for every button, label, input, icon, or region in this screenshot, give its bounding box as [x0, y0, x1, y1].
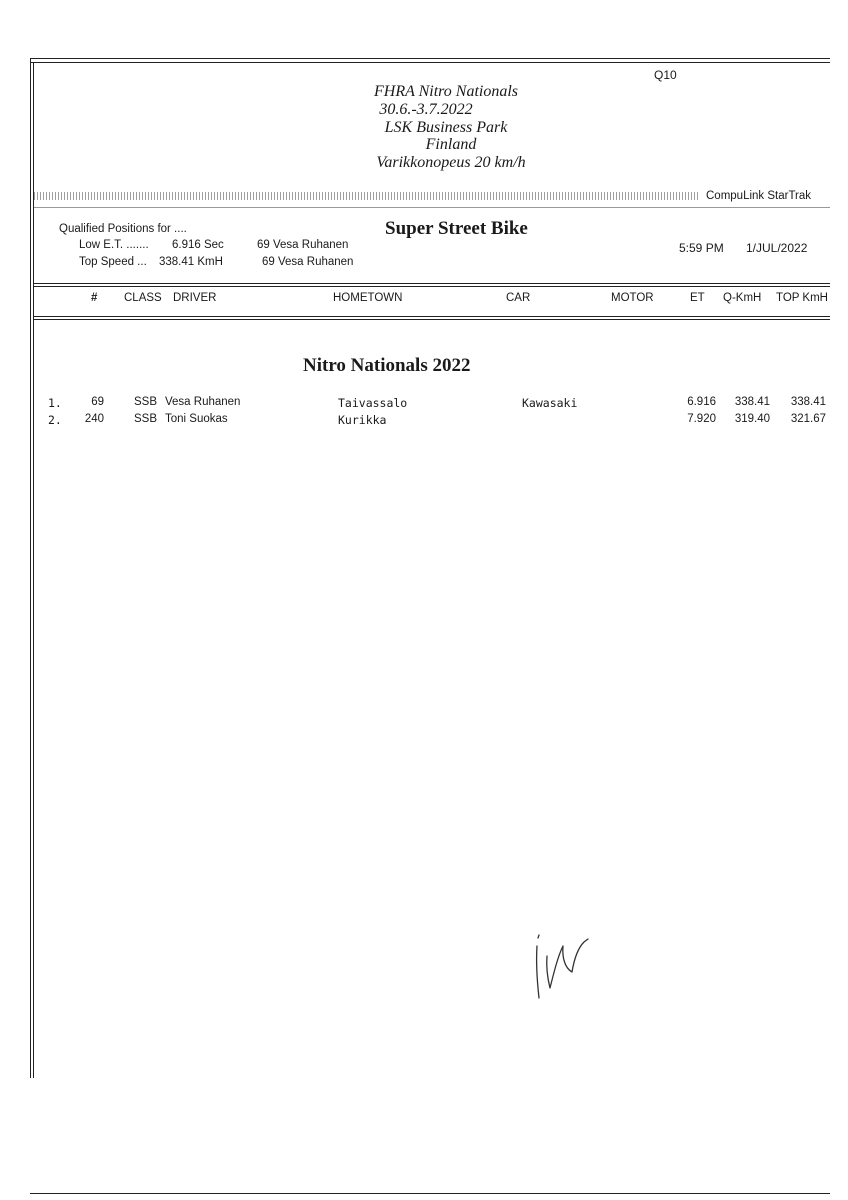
system-label: CompuLink StarTrak	[706, 190, 812, 202]
low-et-value: 6.916 Sec	[172, 239, 224, 251]
row-hometown: Kurikka	[338, 413, 387, 427]
columns-top-rule-2	[34, 286, 830, 287]
header-divider	[34, 207, 830, 208]
col-qkmh: Q-KmH	[723, 292, 762, 304]
row-driver: Toni Suokas	[165, 413, 228, 425]
event-country: Finland	[425, 136, 477, 153]
row-topkmh: 321.67	[790, 413, 826, 425]
top-speed-driver: 69 Vesa Ruhanen	[262, 256, 354, 268]
top-border-inner	[30, 62, 830, 63]
event-venue: LSK Business Park	[384, 119, 508, 136]
report-time: 5:59 PM	[679, 241, 724, 255]
left-border-inner	[33, 62, 34, 1078]
col-motor: MOTOR	[611, 292, 654, 304]
event-dates: 30.6.-3.7.2022	[379, 101, 473, 118]
row-topkmh: 338.41	[790, 396, 826, 408]
columns-bottom-rule-2	[34, 319, 830, 320]
top-speed-value: 338.41 KmH	[159, 256, 223, 268]
row-car: Kawasaki	[522, 396, 578, 410]
row-qkmh: 338.41	[734, 396, 770, 408]
row-driver: Vesa Ruhanen	[165, 396, 241, 408]
col-et: ET	[690, 292, 705, 304]
row-class: SSB	[134, 413, 158, 425]
row-position: 1.	[48, 396, 62, 410]
top-speed-label: Top Speed ...	[79, 256, 147, 268]
row-hometown: Taivassalo	[338, 396, 408, 410]
section-title: Nitro Nationals 2022	[303, 355, 471, 376]
col-driver: DRIVER	[173, 292, 217, 304]
dotted-band	[34, 192, 698, 200]
event-pit-speed: Varikkonopeus 20 km/h	[376, 154, 526, 171]
col-topkmh: TOP KmH	[776, 292, 828, 304]
row-qkmh: 319.40	[734, 413, 770, 425]
row-number: 240	[84, 413, 104, 425]
left-border	[30, 58, 31, 1078]
col-hometown: HOMETOWN	[333, 292, 403, 304]
columns-bottom-rule	[34, 316, 830, 317]
col-class: CLASS	[124, 292, 162, 304]
col-num: #	[91, 292, 98, 304]
event-code: Q10	[654, 68, 677, 82]
row-et: 6.916	[687, 396, 716, 408]
low-et-label: Low E.T. .......	[79, 239, 149, 251]
row-position: 2.	[48, 413, 62, 427]
low-et-driver: 69 Vesa Ruhanen	[257, 239, 349, 251]
columns-top-rule	[34, 283, 830, 284]
report-date: 1/JUL/2022	[746, 241, 808, 255]
row-et: 7.920	[687, 413, 716, 425]
class-title: Super Street Bike	[385, 218, 528, 239]
row-number: 69	[91, 396, 104, 408]
event-title: FHRA Nitro Nationals	[373, 83, 518, 100]
qualified-heading: Qualified Positions for ....	[59, 223, 187, 235]
col-car: CAR	[506, 292, 531, 304]
top-border	[30, 58, 830, 59]
bottom-border	[30, 1193, 830, 1194]
signature	[528, 922, 598, 1004]
row-class: SSB	[134, 396, 158, 408]
